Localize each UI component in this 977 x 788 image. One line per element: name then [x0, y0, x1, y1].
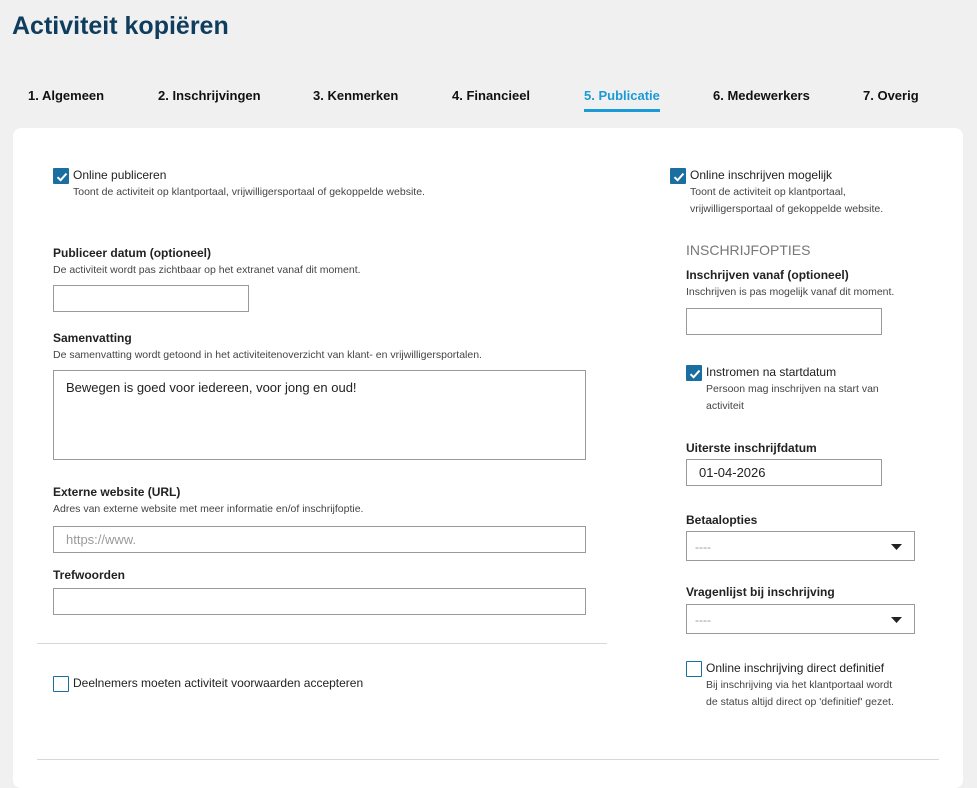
online-inschrijven-description-2: vrijwilligersportaal of gekoppelde website. [690, 203, 884, 215]
direct-definitief-description-1: Bij inschrijving via het klantportaal wordt [706, 679, 893, 691]
samenvatting-textarea[interactable] [53, 370, 586, 460]
chevron-down-icon [891, 617, 902, 624]
uiterste-datum-input[interactable] [686, 459, 882, 486]
betaalopties-label: Betaalopties [686, 513, 758, 527]
online-publiceren-checkbox[interactable] [53, 168, 69, 184]
online-inschrijven-label: Online inschrijven mogelijk [690, 168, 833, 182]
publiceer-datum-input[interactable] [53, 285, 249, 312]
inschrijven-vanaf-input[interactable] [686, 308, 882, 335]
checkmark-icon [55, 170, 69, 184]
instromen-description-1: Persoon mag inschrijven na start van [706, 383, 879, 395]
checkmark-icon [688, 367, 702, 381]
bottom-divider [37, 759, 939, 760]
tab-inschrijvingen[interactable]: 2. Inschrijvingen [158, 88, 261, 103]
page-title: Activiteit kopiëren [12, 12, 229, 40]
uiterste-datum-label: Uiterste inschrijfdatum [686, 441, 817, 455]
online-publiceren-description: Toont de activiteit op klantportaal, vrijwilligersportaal of gekoppelde website. [73, 186, 425, 198]
online-inschrijven-checkbox[interactable] [670, 168, 686, 184]
instromen-label: Instromen na startdatum [706, 365, 837, 379]
voorwaarden-label: Deelnemers moeten activiteit voorwaarden accepteren [73, 676, 364, 690]
direct-definitief-checkbox[interactable] [686, 661, 702, 677]
tab-overig[interactable]: 7. Overig [863, 88, 919, 103]
publiceer-datum-description: De activiteit wordt pas zichtbaar op het extranet vanaf dit moment. [53, 264, 361, 276]
externe-website-description: Adres van externe website met meer informatie en/of inschrijfoptie. [53, 503, 364, 515]
vragenlijst-label: Vragenlijst bij inschrijving [686, 585, 835, 599]
tab-medewerkers[interactable]: 6. Medewerkers [713, 88, 810, 103]
instromen-description-2: activiteit [706, 400, 744, 412]
samenvatting-description: De samenvatting wordt getoond in het activiteitenoverzicht van klant- en vrijwilligersportalen. [53, 349, 482, 361]
vragenlijst-selected-value: ---- [695, 613, 711, 627]
externe-website-input[interactable] [53, 526, 586, 553]
section-divider [37, 643, 607, 644]
tab-kenmerken[interactable]: 3. Kenmerken [313, 88, 399, 103]
inschrijven-vanaf-label: Inschrijven vanaf (optioneel) [686, 268, 849, 282]
tab-financieel[interactable]: 4. Financieel [452, 88, 531, 103]
checkmark-icon [672, 170, 686, 184]
trefwoorden-label: Trefwoorden [53, 568, 126, 582]
samenvatting-label: Samenvatting [53, 331, 132, 345]
form-card [13, 128, 963, 788]
online-publiceren-label: Online publiceren [73, 168, 167, 182]
direct-definitief-description-2: de status altijd direct op 'definitief' gezet. [706, 696, 894, 708]
externe-website-label: Externe website (URL) [53, 485, 181, 499]
inschrijven-vanaf-description: Inschrijven is pas mogelijk vanaf dit moment. [686, 286, 895, 298]
tab-bar [0, 88, 977, 114]
vragenlijst-select[interactable] [686, 604, 915, 634]
betaalopties-selected-value: ---- [695, 540, 711, 554]
tab-algemeen[interactable]: 1. Algemeen [28, 88, 105, 103]
betaalopties-select[interactable] [686, 531, 915, 561]
voorwaarden-checkbox[interactable] [53, 676, 69, 692]
tab-publicatie[interactable]: 5. Publicatie [584, 88, 660, 112]
publiceer-datum-label: Publiceer datum (optioneel) [53, 246, 212, 260]
trefwoorden-input[interactable] [53, 588, 586, 615]
direct-definitief-label: Online inschrijving direct definitief [706, 661, 885, 675]
chevron-down-icon [891, 544, 902, 551]
instromen-checkbox[interactable] [686, 365, 702, 381]
inschrijfopties-heading: INSCHRIJFOPTIES [686, 242, 811, 258]
online-inschrijven-description-1: Toont de activiteit op klantportaal, [690, 186, 846, 198]
